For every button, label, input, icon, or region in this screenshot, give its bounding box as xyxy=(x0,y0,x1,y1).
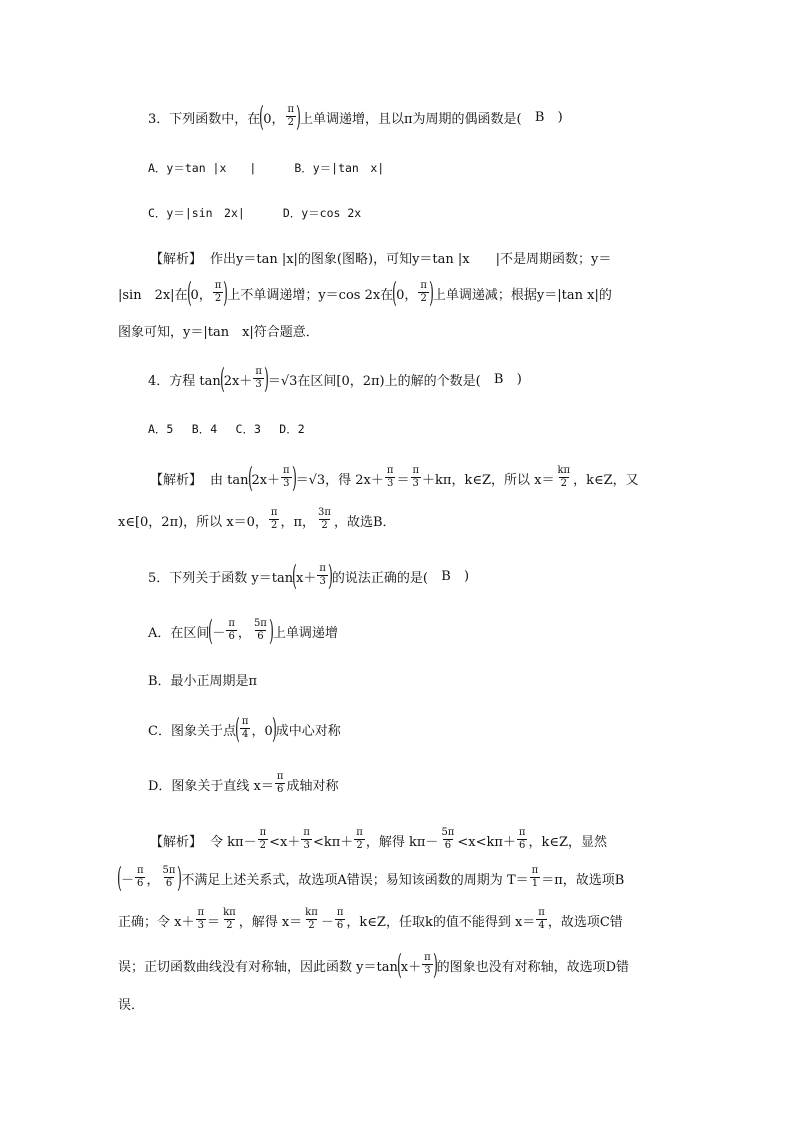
fraction: $\frac{5\pi}{6}$ xyxy=(253,617,267,642)
fraction: $\frac{\pi}{3}$ xyxy=(319,562,326,587)
fraction: $\frac{k\pi}{2}$ xyxy=(305,906,318,931)
q3-solution-line-3: 图象可知，y＝|tan x|符合题意． xyxy=(118,324,319,340)
fraction: $\frac{k\pi}{2}$ xyxy=(557,464,571,489)
fraction: $\frac{\pi}{3}$ xyxy=(386,464,394,489)
q5-option-b: B．最小正周期是π xyxy=(148,673,258,689)
answer-mark: B xyxy=(441,568,451,584)
fraction: $\frac{\pi}{6}$ xyxy=(518,826,526,851)
q5-solution-line-1: 【解析】 令 kπ－ $\frac{\pi}{2}$ <x＋ $\frac{\pi}{3}$ <kπ＋ $\frac{\pi}{2}$ ，解得 kπ－ $\frac{5\pi}{6}$ <x<kπ＋ $\frac{\pi}{6}$ ，k∈Z，显然 xyxy=(150,826,608,851)
q4-solution-line-2: x∈[0，2π)，所以 x＝0， $\frac{\pi}{2}$ ，π， $\frac{3\pi}{2}$ ，故选B． xyxy=(118,506,396,531)
fraction: $\frac{\pi}{1}$ xyxy=(531,864,539,889)
fraction: $\frac{\pi}{4}$ xyxy=(538,906,545,931)
fraction: $\frac{\pi}{3}$ xyxy=(255,365,262,390)
q3-options-row-1: A．y＝tan |x | B．y＝|tan x| xyxy=(148,161,385,175)
fraction: $\frac{\pi}{2}$ xyxy=(420,279,427,304)
q4-options: A．5 B．4 C．3 D．2 xyxy=(148,422,305,436)
fraction: $\frac{k\pi}{2}$ xyxy=(223,906,236,931)
q5-option-d: D．图象关于直线 x＝ $\frac{\pi}{6}$ 成轴对称 xyxy=(148,770,339,795)
q3-options-row-2: C．y＝|sin 2x| D．y＝cos 2x xyxy=(148,206,362,220)
fraction: $\frac{\pi}{6}$ xyxy=(276,770,284,795)
fraction: $\frac{\pi}{6}$ xyxy=(336,906,344,931)
fraction: $\frac{\pi}{3}$ xyxy=(197,906,205,931)
q5-option-a: A．在区间 ( － $\frac{\pi}{6}$ ， $\frac{5\pi}{6}$ ) 上单调递增 xyxy=(148,614,338,647)
q5-solution-line-2: ( － $\frac{\pi}{6}$ ， $\frac{5\pi}{6}$ ) 不满足上述关系式，故选项A错误；易知该函数的周期为 T＝ $\frac{\pi}{1}$ ＝π，故选项B xyxy=(117,861,625,894)
q5-option-c: C．图象关于点 ( $\frac{\pi}{4}$ ，0 ) 成中心对称 xyxy=(148,712,341,745)
fraction: $\frac{\pi}{3}$ xyxy=(303,826,310,851)
fraction: $\frac{\pi}{2}$ xyxy=(270,506,278,531)
fraction: $\frac{\pi}{6}$ xyxy=(228,617,235,642)
fraction: $\frac{5\pi}{6}$ xyxy=(441,826,455,851)
fraction: $\frac{\pi}{2}$ xyxy=(287,103,295,128)
fraction: $\frac{\pi}{3}$ xyxy=(424,951,431,976)
q5-stem: 5．下列关于函数 y＝tan ( x＋ $\frac{\pi}{3}$ ) 的说法正确的是( B ) xyxy=(148,559,470,592)
fraction: $\frac{\pi}{4}$ xyxy=(241,715,249,740)
fraction: $\frac{\pi}{3}$ xyxy=(412,464,420,489)
fraction: $\frac{\pi}{3}$ xyxy=(283,464,290,489)
fraction: $\frac{5\pi}{6}$ xyxy=(162,864,176,889)
q5-solution-line-4: 误；正切函数曲线没有对称轴，因此函数 y＝tan ( x＋ $\frac{\pi}{3}$ ) 的图象也没有对称轴，故选项D错 xyxy=(118,948,630,981)
fraction: $\frac{\pi}{2}$ xyxy=(214,279,222,304)
fraction: $\frac{3\pi}{2}$ xyxy=(318,506,331,531)
q3-stem: 3．下列函数中，在 ( 0， $\frac{\pi}{2}$ ) 上单调递增，且以π为周期的偶函数是( B ) xyxy=(148,100,563,133)
fraction: $\frac{\pi}{2}$ xyxy=(356,826,363,851)
q4-stem: 4．方程 tan ( 2x＋ $\frac{\pi}{3}$ ) ＝√3在区间[0，2π)上的解的个数是( B ) xyxy=(148,362,522,395)
q4-solution-line-1: 【解析】 由 tan ( 2x＋ $\frac{\pi}{3}$ ) ＝√3，得 2x＋ $\frac{\pi}{3}$ ＝ $\frac{\pi}{3}$ ＋kπ，k∈Z，所以 x＝ $\frac{k\pi}{2}$ ，k∈Z，又 xyxy=(150,461,639,494)
q3-solution-line-2: |sin 2x|在 ( 0， $\frac{\pi}{2}$ ) 上不单调递增；y＝cos 2x在 ( 0， $\frac{\pi}{2}$ ) 上单调递减；根据y＝|tan x|的 xyxy=(118,276,612,309)
q3-solution-line-1: 【解析】 作出y＝tan |x|的图象(图略)，可知y＝tan |x |不是周期函数；y＝ xyxy=(150,251,612,267)
answer-mark: B xyxy=(493,371,504,387)
q5-solution-line-3: 正确；令 x＋ $\frac{\pi}{3}$ ＝ $\frac{k\pi}{2}$ ，解得 x＝ $\frac{k\pi}{2}$ － $\frac{\pi}{6}$ ，k∈Z，任取k的值不能得到 x＝ $\frac{\pi}{4}$ ，故选项C错 xyxy=(118,906,623,931)
fraction: $\frac{\pi}{6}$ xyxy=(136,864,144,889)
answer-mark: B xyxy=(534,109,545,125)
q5-solution-line-5: 误． xyxy=(118,997,145,1013)
fraction: $\frac{\pi}{2}$ xyxy=(259,826,267,851)
